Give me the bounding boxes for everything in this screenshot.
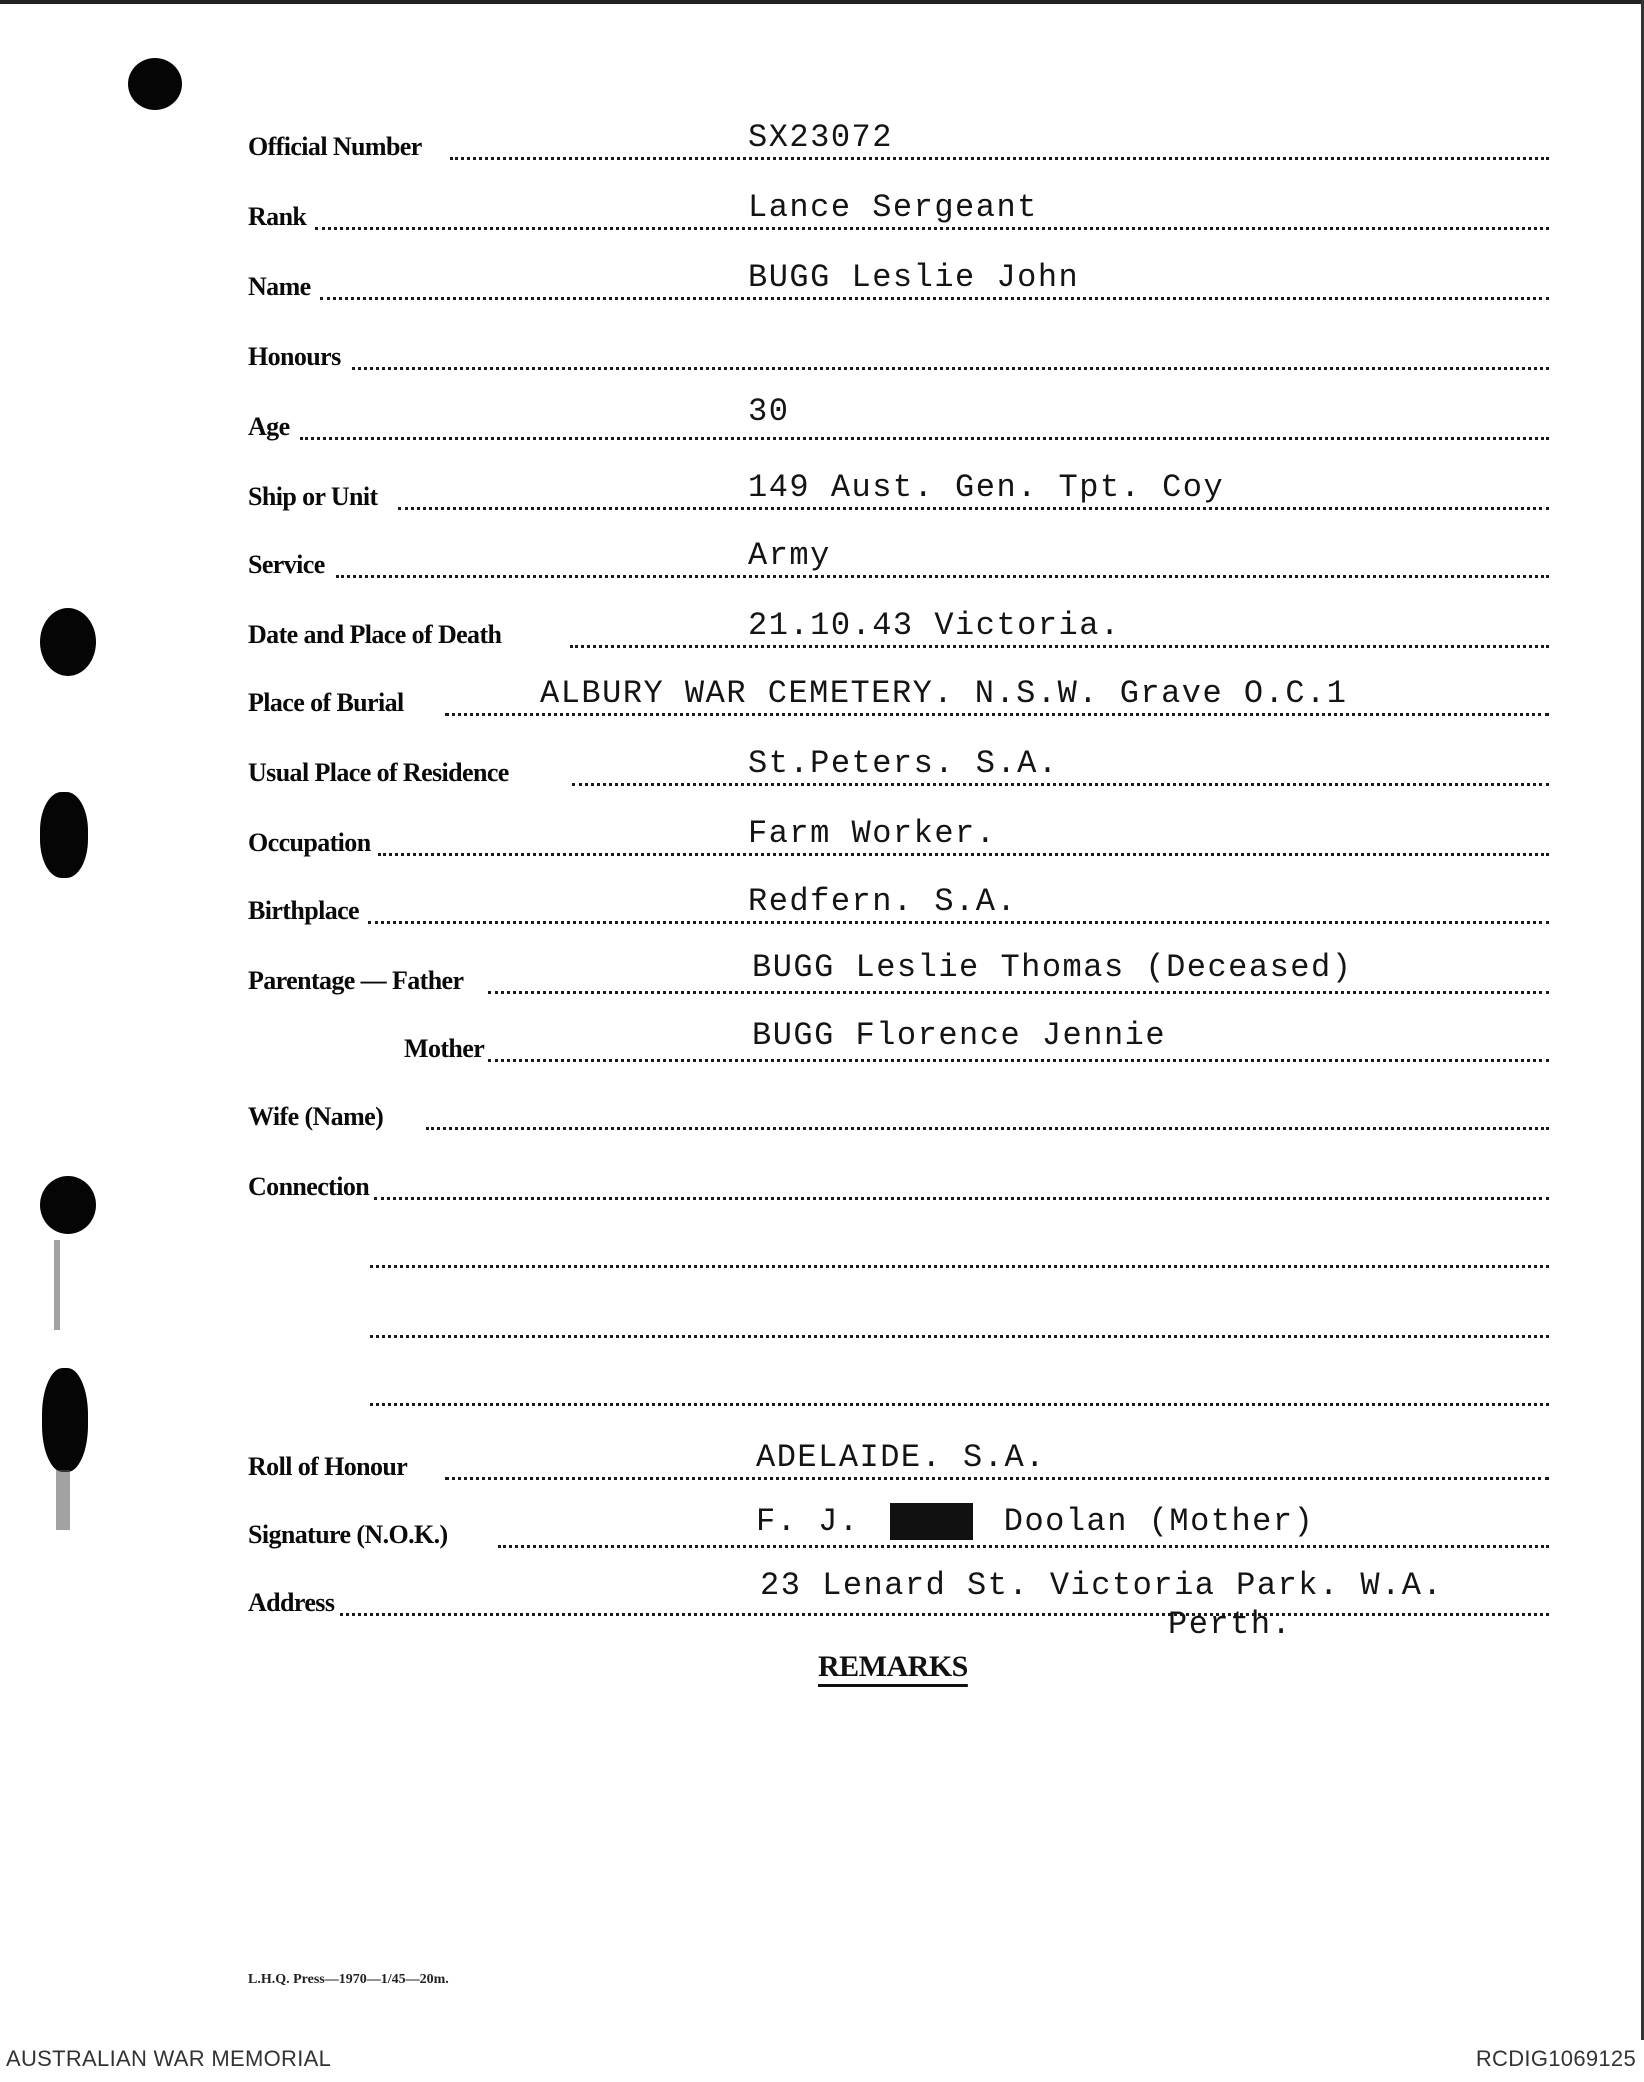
service-value: Army	[748, 537, 831, 574]
occupation-label: Occupation	[248, 828, 371, 857]
blank-line-row	[0, 1356, 1644, 1416]
dotted-line	[315, 227, 1549, 230]
place-of-burial-label: Place of Burial	[248, 688, 404, 717]
birthplace-value: Redfern. S.A.	[748, 883, 1018, 920]
official-number-label: Official Number	[248, 132, 422, 161]
honours-label: Honours	[248, 342, 341, 371]
rank-row	[0, 180, 1644, 240]
dotted-line	[320, 297, 1549, 300]
top-edge-line	[0, 0, 1644, 4]
occupation-value: Farm Worker.	[748, 815, 997, 852]
place-of-burial-value: ALBURY WAR CEMETERY. N.S.W. Grave O.C.1	[540, 675, 1348, 712]
father-label: Parentage — Father	[248, 966, 464, 995]
roll-of-honour-row	[0, 1430, 1644, 1490]
blank-line-row	[0, 1288, 1644, 1348]
dotted-line	[450, 157, 1549, 160]
occupation-row	[0, 806, 1644, 866]
dotted-line	[368, 921, 1549, 924]
dotted-line	[488, 1059, 1549, 1062]
usual-residence-row	[0, 736, 1644, 796]
signature-label: Signature (N.O.K.)	[248, 1520, 448, 1549]
age-label: Age	[248, 412, 290, 441]
punch-hole	[128, 58, 182, 110]
dotted-line	[498, 1545, 1549, 1548]
service-row	[0, 528, 1644, 588]
date-place-death-value: 21.10.43 Victoria.	[748, 607, 1121, 644]
ship-or-unit-value: 149 Aust. Gen. Tpt. Coy	[748, 469, 1225, 506]
official-number-value: SX23072	[748, 119, 893, 156]
dotted-line	[336, 575, 1549, 578]
mother-label: Mother	[404, 1034, 485, 1063]
name-row	[0, 250, 1644, 310]
blank-line-row	[0, 1218, 1644, 1278]
dotted-line	[445, 1477, 1549, 1480]
redacted-text: XXXX	[890, 1503, 974, 1540]
dotted-line	[340, 1613, 1549, 1616]
name-value: BUGG Leslie John	[748, 259, 1080, 296]
footer-institution: AUSTRALIAN WAR MEMORIAL	[6, 2046, 332, 2071]
roll-of-honour-label: Roll of Honour	[248, 1452, 408, 1481]
roll-of-honour-value: ADELAIDE. S.A.	[756, 1439, 1046, 1476]
connection-row	[0, 1150, 1644, 1210]
father-row	[0, 944, 1644, 1004]
signature-row	[0, 1498, 1644, 1558]
usual-residence-label: Usual Place of Residence	[248, 758, 509, 787]
dotted-line	[374, 1197, 1549, 1200]
rank-value: Lance Sergeant	[748, 189, 1038, 226]
date-place-death-row	[0, 598, 1644, 658]
signature-initials: F. J.	[756, 1503, 860, 1540]
dotted-line	[370, 1265, 1549, 1268]
mother-value: BUGG Florence Jennie	[752, 1017, 1167, 1054]
name-label: Name	[248, 272, 311, 301]
wife-label: Wife (Name)	[248, 1102, 384, 1131]
official-number-row	[0, 110, 1644, 170]
date-place-death-label: Date and Place of Death	[248, 620, 502, 649]
rank-label: Rank	[248, 202, 307, 231]
dotted-line	[300, 437, 1549, 440]
age-row	[0, 390, 1644, 450]
ship-or-unit-row	[0, 460, 1644, 520]
address-label: Address	[248, 1588, 335, 1617]
signature-value	[756, 1503, 1314, 1540]
ship-or-unit-label: Ship or Unit	[248, 482, 378, 511]
address-value: 23 Lenard St. Victoria Park. W.A.	[760, 1567, 1444, 1604]
footer-record-id: RCDIG1069125	[1475, 2046, 1636, 2071]
service-label: Service	[248, 550, 325, 579]
address-row	[0, 1566, 1644, 1626]
age-value: 30	[748, 393, 790, 430]
connection-label: Connection	[248, 1172, 370, 1201]
dotted-line	[398, 507, 1549, 510]
honours-row	[0, 320, 1644, 380]
dotted-line	[445, 713, 1549, 716]
dotted-line	[570, 645, 1549, 648]
wife-row	[0, 1080, 1644, 1140]
signature-surname: Doolan (Mother)	[1003, 1503, 1315, 1540]
remarks-heading: REMARKS	[818, 1650, 968, 1683]
dotted-line	[572, 783, 1549, 786]
birthplace-row	[0, 874, 1644, 934]
father-value: BUGG Leslie Thomas (Deceased)	[752, 949, 1353, 986]
address-value-line2: Perth.	[1168, 1606, 1293, 1643]
dotted-line	[426, 1127, 1549, 1130]
dotted-line	[378, 853, 1549, 856]
dotted-line	[352, 367, 1549, 370]
dotted-line	[370, 1335, 1549, 1338]
usual-residence-value: St.Peters. S.A.	[748, 745, 1059, 782]
birthplace-label: Birthplace	[248, 896, 359, 925]
mother-row	[0, 1012, 1644, 1072]
place-of-burial-row	[0, 666, 1644, 726]
dotted-line	[370, 1403, 1549, 1406]
dotted-line	[488, 991, 1549, 994]
printer-imprint: L.H.Q. Press—1970—1/45—20m.	[248, 1972, 449, 1987]
